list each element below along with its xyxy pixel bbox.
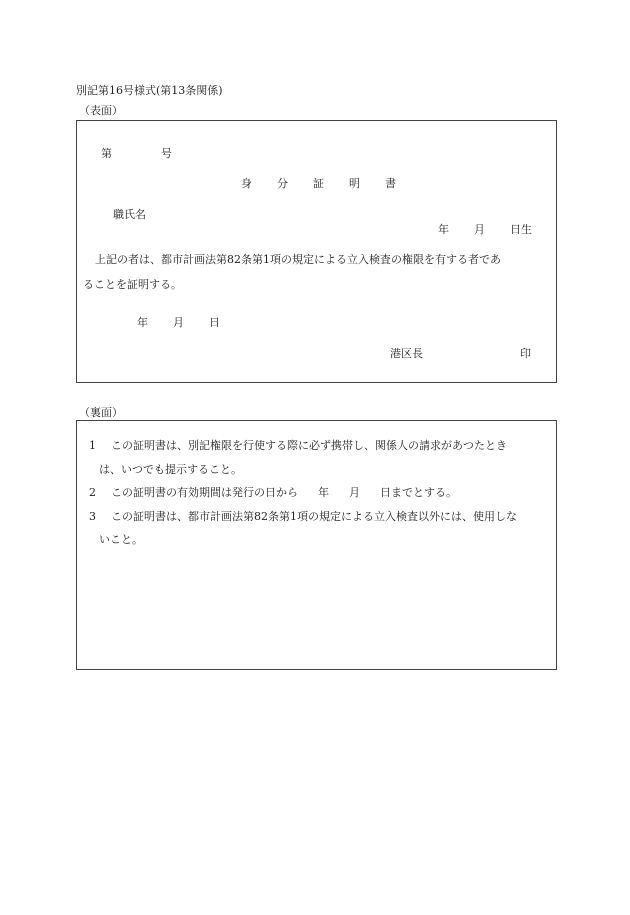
rule-2	[89, 484, 457, 500]
rule-text: この証明書の有効期間は発行の日から	[111, 486, 298, 499]
birth-month-label: 月	[474, 223, 485, 236]
title-char: 明	[349, 177, 360, 190]
rule-number: 1	[89, 439, 96, 452]
validity-year-label: 年	[318, 486, 329, 499]
certification-text-line2: ることを証明する。	[83, 278, 182, 291]
rule-text: この証明書は、別記権限を行使する際に必ず携帯し、関係人の請求があつたとき	[111, 439, 507, 452]
certificate-back	[76, 420, 557, 670]
birth-date	[438, 221, 532, 237]
rule-number: 2	[89, 486, 96, 499]
certificate-front	[76, 120, 557, 383]
title-char: 分	[277, 177, 288, 190]
certificate-title	[241, 175, 396, 191]
rule-3-continued: いこと。	[99, 533, 143, 546]
certification-text-line1: 上記の者は、都市計画法第82条第1項の規定による立入検査の権限を有する者であ	[95, 253, 501, 266]
issue-day-label: 日	[209, 316, 220, 329]
seal-mark: 印	[520, 347, 531, 360]
rule-text: この証明書は、都市計画法第82条第1項の規定による立入検査以外には、使用しな	[111, 510, 517, 523]
birth-year-label: 年	[438, 223, 449, 236]
job-name-label: 職氏名	[113, 208, 146, 221]
rule-number: 3	[89, 510, 96, 523]
number-prefix: 第	[101, 147, 112, 160]
rule-text-end: 日までとする。	[380, 486, 457, 499]
rule-1-continued: は、いつでも提示すること。	[99, 463, 242, 476]
title-char: 証	[313, 177, 324, 190]
issuer-name: 港区長	[390, 347, 423, 360]
number-suffix: 号	[161, 147, 172, 160]
title-char: 書	[385, 177, 396, 190]
form-title: 別記第16号様式(第13条関係)	[76, 84, 223, 97]
issue-year-label: 年	[137, 316, 148, 329]
back-side-label: （裏面）	[79, 406, 123, 419]
rule-1	[89, 437, 507, 453]
validity-month-label: 月	[349, 486, 360, 499]
front-side-label: （表面）	[79, 104, 123, 117]
title-char: 身	[241, 177, 252, 190]
birth-day-label: 日生	[510, 223, 532, 236]
rule-3	[89, 508, 517, 524]
issue-date	[137, 314, 220, 330]
issue-month-label: 月	[173, 316, 184, 329]
